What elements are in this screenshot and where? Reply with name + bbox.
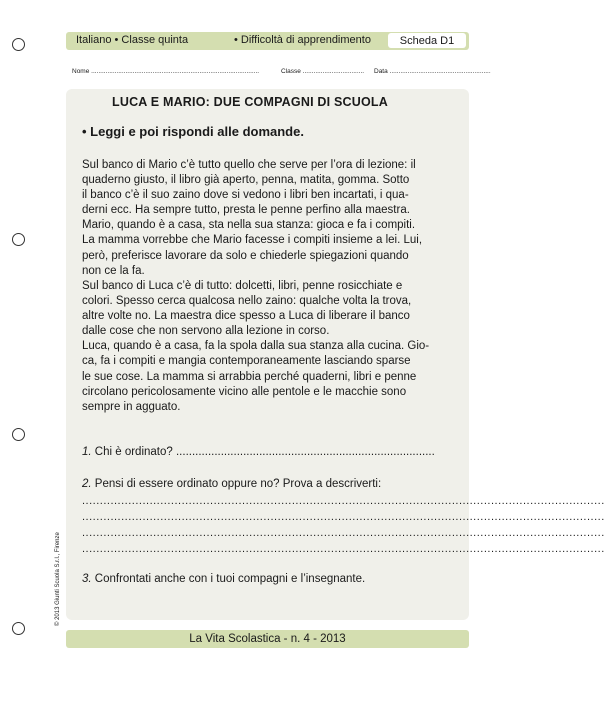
subject-label: Italiano • Classe quinta [76, 34, 189, 46]
text-line: circolano pericolosamente vicino alle pentole e le macchie sono [82, 385, 407, 398]
text-line: Mario, quando è a casa, sta nella sua stanza: gioca e fa i compiti. [82, 219, 416, 232]
text-line: non ce la fa. [82, 264, 145, 277]
question-1 [82, 446, 435, 458]
binder-hole [12, 233, 25, 246]
answer-line[interactable]: ................................................................................................................................................... [82, 527, 605, 539]
reading-paragraph-mario [82, 158, 458, 279]
sheet-badge: Scheda D1 [388, 33, 466, 48]
class-field[interactable]: Classe .................................. [281, 68, 365, 75]
footer-bar: La Vita Scolastica - n. 4 - 2013 [66, 630, 469, 648]
answer-line[interactable]: ................................................................................................................................................... [82, 511, 605, 523]
text-line: La mamma vorrebbe che Mario facesse i compiti insieme a lei. Lui, [82, 234, 423, 247]
text-line: Luca, quando è a casa, fa la spola dalla sua stanza alla cucina. Gio- [82, 340, 430, 353]
reading-paragraph-luca [82, 279, 458, 415]
answer-line[interactable]: ................................................................................................................................................... [82, 543, 605, 555]
text-line: il banco c’è il suo zaino dove si vedono i libri ben incartati, i qua- [82, 189, 409, 202]
question-number: 3. [82, 573, 92, 585]
question-number: 1. [82, 446, 92, 458]
topic-label: • Difficoltà di apprendimento [234, 34, 371, 46]
text-line: ca, fa i compiti e mangia contemporaneamente lasciando sparse [82, 355, 411, 368]
copyright-credit: © 2013 Giunti Scuola S.r.l., Firenze [55, 532, 61, 626]
text-line: Sul banco di Luca c’è di tutto: dolcetti, libri, penne rosicchiate e [82, 280, 403, 292]
answer-line[interactable]: ................................................................................. [172, 446, 435, 458]
question-text: Chi è ordinato? [91, 446, 173, 458]
question-3 [82, 573, 365, 585]
question-text: Confrontati anche con i tuoi compagni e l’insegnante. [91, 573, 366, 585]
text-line: però, preferisce lavorare da solo e chiederle spiegazioni quando [82, 249, 409, 262]
worksheet-title: LUCA E MARIO: DUE COMPAGNI DI SCUOLA [112, 95, 388, 109]
text-line: colori. Spesso cerca qualcosa nello zaino: qualche volta la trova, [82, 295, 412, 308]
binder-hole [12, 38, 25, 51]
name-field[interactable]: Nome ............................................................................................. [72, 68, 260, 75]
binder-hole [12, 428, 25, 441]
text-line: quaderno giusto, il libro già aperto, penna, matita, gomma. Sotto [82, 174, 410, 187]
question-text: Pensi di essere ordinato oppure no? Prova a descriverti: [91, 478, 382, 490]
student-info-row [72, 68, 491, 80]
instruction-text: • Leggi e poi rispondi alle domande. [82, 124, 304, 139]
binder-hole [12, 622, 25, 635]
header-bar [66, 32, 469, 50]
text-line: derni ecc. Ha sempre tutto, presta le penne perfino alla maestra. [82, 204, 410, 217]
text-line: Sul banco di Mario c’è tutto quello che serve per l’ora di lezione: il [82, 159, 416, 171]
text-line: sempre in agguato. [82, 400, 181, 413]
question-2 [82, 478, 381, 490]
text-line: altre volte no. La maestra dice spesso a Luca di liberare il banco [82, 310, 410, 323]
question-number: 2. [82, 478, 92, 490]
answer-line[interactable]: ................................................................................................................................................... [82, 495, 605, 507]
date-field[interactable]: Data ........................................................ [374, 68, 491, 75]
text-line: dalle cose che non servono alla lezione in corso. [82, 325, 330, 338]
text-line: le sue cose. La mamma si arrabbia perché quaderni, libri e penne [82, 370, 417, 383]
